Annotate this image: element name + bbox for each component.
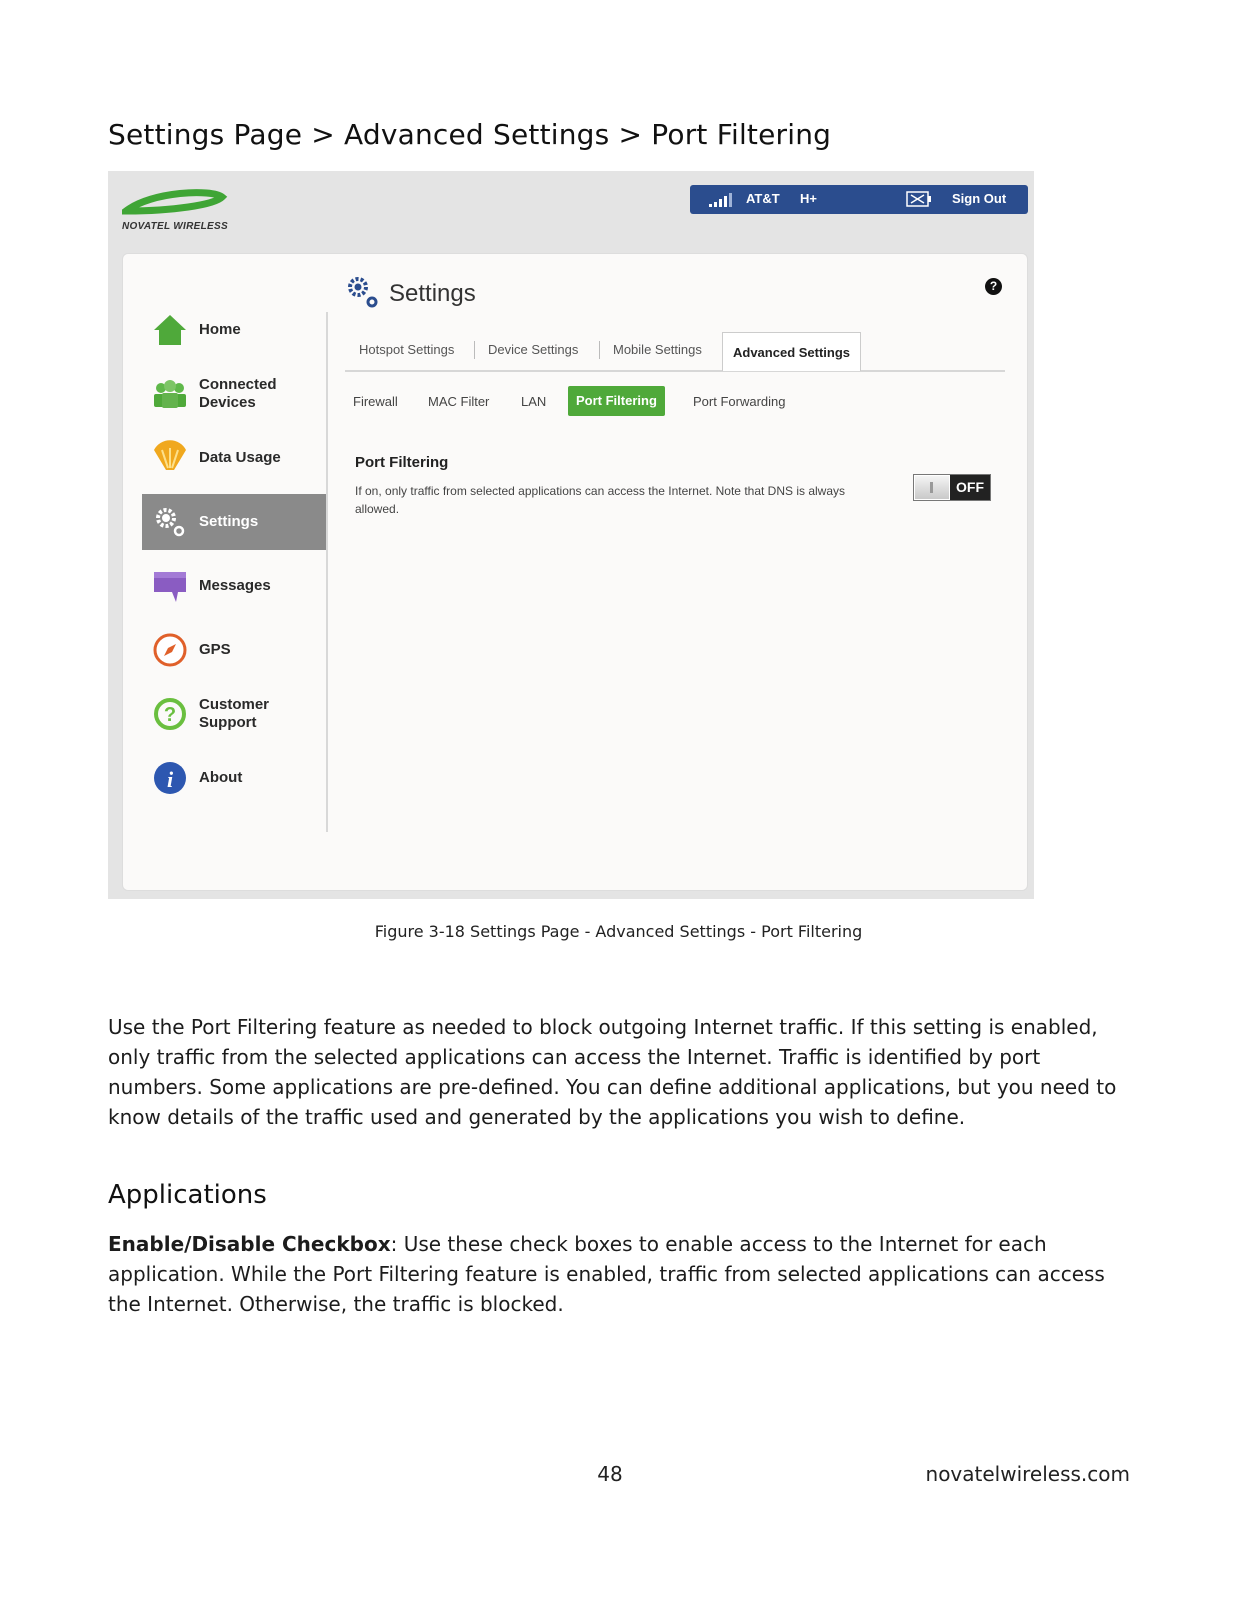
sidebar-item-label: Home	[199, 321, 241, 338]
port-filtering-title: Port Filtering	[355, 454, 449, 471]
novatel-swoosh-icon	[122, 185, 228, 219]
sidebar-item-connected-devices[interactable]	[142, 366, 327, 422]
sidebar-item-gps[interactable]	[142, 622, 327, 678]
subtab-port-forwarding[interactable]: Port Forwarding	[693, 394, 786, 409]
info-icon	[152, 760, 188, 796]
page-heading: Settings Page > Advanced Settings > Port Filtering	[108, 118, 832, 151]
sidebar-divider	[326, 312, 328, 832]
sidebar-item-label: Customer Support	[199, 696, 270, 731]
tab-device-settings[interactable]: Device Settings	[488, 342, 579, 357]
signal-strength-icon	[708, 193, 734, 207]
footer-site-url: novatelwireless.com	[925, 1462, 1130, 1486]
connected-devices-icon	[152, 376, 188, 412]
sign-out-link[interactable]: Sign Out	[952, 191, 1007, 206]
router-ui-screenshot	[108, 171, 1034, 899]
body-paragraph-1: Use the Port Filtering feature as needed to block outgoing Internet traffic. If this setting is enabled, only traffic from the selected applications can access the Internet. Traffic is identified by port numbers. Some applications are pre-defined. You can define additional applications, but you need to know details of the traffic used and generated by the applications you wish to define.	[108, 1015, 1117, 1129]
sidebar-item-label: About	[199, 769, 243, 786]
svg-text:?: ?	[163, 704, 177, 726]
novatel-logo	[122, 185, 232, 235]
sidebar-item-label: Connected Devices	[199, 376, 277, 411]
port-filtering-description: If on, only traffic from selected applications can access the Internet. Note that DNS is always allowed.	[355, 484, 846, 516]
gps-compass-icon	[152, 632, 188, 668]
settings-tabs	[345, 332, 1005, 372]
tab-separator	[474, 341, 475, 359]
term-enable-disable-checkbox: Enable/Disable Checkbox	[108, 1232, 391, 1256]
sidebar-item-messages[interactable]	[142, 558, 327, 614]
sidebar-item-home[interactable]	[142, 302, 327, 358]
page-number: 48	[597, 1462, 623, 1486]
sidebar-item-label: Settings	[199, 513, 259, 530]
section-heading-applications: Applications	[108, 1180, 267, 1210]
settings-title-gear-icon	[345, 274, 381, 310]
port-filtering-toggle[interactable]	[913, 474, 991, 501]
settings-title	[345, 274, 476, 314]
battery-icon	[906, 191, 932, 207]
messages-icon	[152, 568, 188, 604]
body-paragraph-2	[108, 1229, 1130, 1319]
logo-text: NOVATEL WIRELESS	[122, 221, 228, 232]
settings-gear-icon	[152, 504, 188, 540]
sidebar-item-label: GPS	[199, 641, 231, 658]
network-type: H+	[800, 191, 817, 206]
sidebar-item-settings[interactable]	[142, 494, 327, 550]
home-icon	[152, 312, 188, 348]
advanced-subtabs	[345, 386, 1005, 418]
figure-caption: Figure 3-18 Settings Page - Advanced Settings - Port Filtering	[374, 922, 863, 941]
sidebar-item-label: Messages	[199, 577, 271, 594]
subtab-firewall[interactable]: Firewall	[353, 394, 398, 409]
help-icon[interactable]: ?	[985, 278, 1002, 295]
toggle-knob	[915, 476, 949, 499]
sidebar-item-customer-support[interactable]	[142, 686, 327, 742]
page-title: Settings	[389, 280, 476, 307]
settings-content	[345, 254, 1005, 854]
sidebar-item-data-usage[interactable]	[142, 430, 327, 486]
tab-separator	[599, 341, 600, 359]
data-usage-icon	[152, 440, 188, 476]
main-panel	[122, 253, 1028, 891]
customer-support-icon	[152, 696, 188, 732]
sidebar-nav	[142, 302, 327, 814]
tab-hotspot-settings[interactable]: Hotspot Settings	[359, 342, 455, 357]
tab-advanced-settings[interactable]: Advanced Settings	[722, 332, 861, 371]
subtab-lan[interactable]: LAN	[521, 394, 547, 409]
carrier-name: AT&T	[746, 191, 780, 206]
sidebar-item-about[interactable]	[142, 750, 327, 806]
tab-mobile-settings[interactable]: Mobile Settings	[613, 342, 702, 357]
status-bar	[690, 185, 1028, 214]
svg-text:i: i	[166, 767, 174, 792]
paragraph-2-text: : Use these check boxes to enable access to the Internet for each application. While the Port Filtering feature is enabled, traffic from selected applications can access the Internet. Otherwise, the traffic is blocked.	[108, 1232, 1105, 1316]
subtab-mac-filter[interactable]: MAC Filter	[428, 394, 490, 409]
sidebar-item-label: Data Usage	[199, 449, 281, 466]
toggle-state-label: OFF	[950, 475, 990, 500]
subtab-port-filtering[interactable]: Port Filtering	[568, 386, 665, 416]
